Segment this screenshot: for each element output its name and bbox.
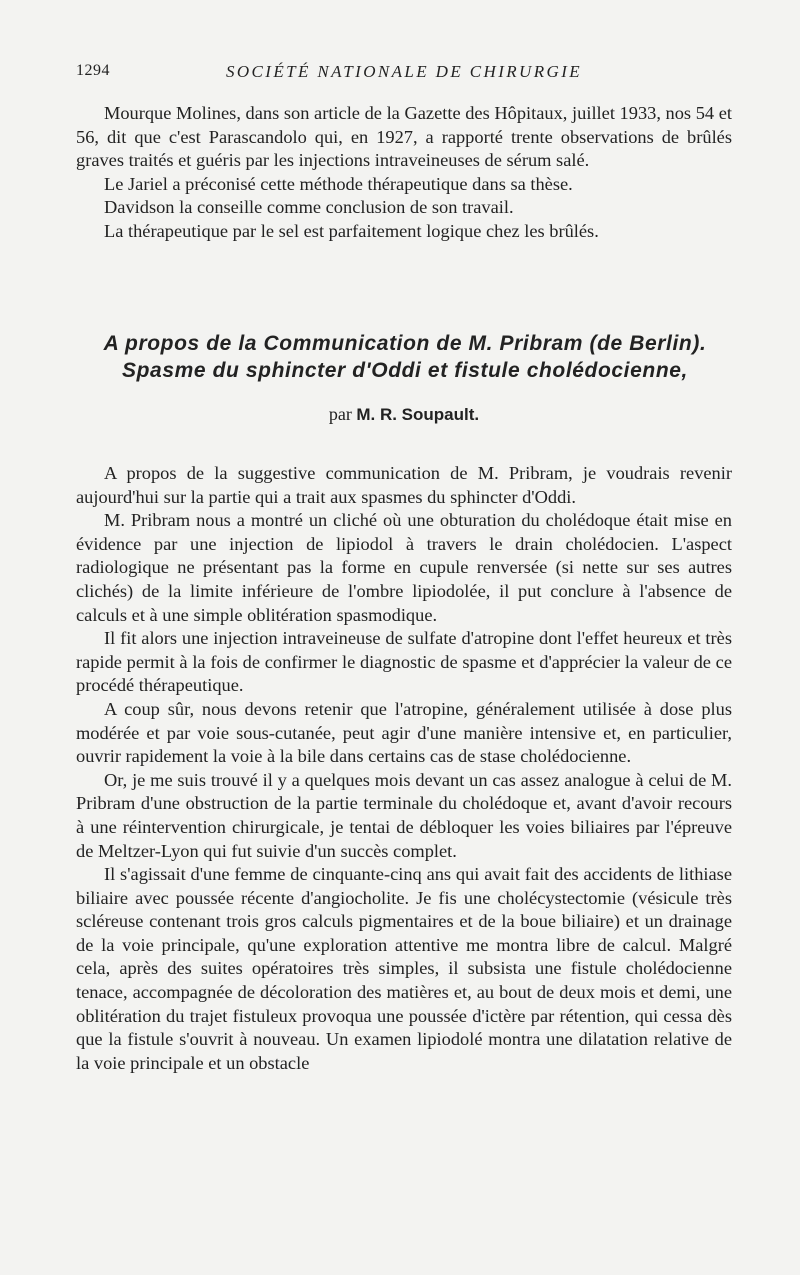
body-paragraph: Il fit alors une injection intraveineuse de sulfate d'atropine dont l'effet heureux et très rapide permit à la fois de confirmer le diagnostic de spasme et d'apprécier la valeur de ce procédé thérapeutique. xyxy=(76,628,732,696)
body-paragraph: A coup sûr, nous devons retenir que l'atropine, généralement utilisée à dose plus modérée et par voie sous-cutanée, peut agir d'une manière intensive et, en particulier, ouvrir rapidement la voie à la bile dans certains cas de stase cholédocienne. xyxy=(76,698,732,767)
byline xyxy=(76,404,732,425)
byline-prefix: par xyxy=(328,404,352,424)
intro-paragraph: La thérapeutique par le sel est parfaitement logique chez les brûlés. xyxy=(104,220,599,241)
intro-paragraph: Le Jariel a préconisé cette méthode thérapeutique dans sa thèse. xyxy=(104,173,573,194)
article-title-line-1: A propos de la Communication de M. Pribram (de Berlin). xyxy=(103,332,707,355)
article-title xyxy=(60,330,750,384)
article-title-line-2: Spasme du sphincter d'Oddi et fistule cholédocienne, xyxy=(122,359,688,382)
body-paragraph: Or, je me suis trouvé il y a quelques mois devant un cas assez analogue à celui de M. Pribram d'une obstruction de la partie terminale du cholédoque et, avant d'avoir recours à une réintervention chirurgicale, je tentai de débloquer les voies biliaires par l'épreuve de Meltzer-Lyon qui fut suivie d'un succès complet. xyxy=(76,769,732,861)
byline-author: M. R. Soupault. xyxy=(356,405,480,424)
intro-section xyxy=(76,102,732,244)
intro-paragraph: Davidson la conseille comme conclusion de son travail. xyxy=(104,197,514,218)
article-body xyxy=(76,462,732,1075)
page-header xyxy=(76,62,732,86)
body-paragraph: M. Pribram nous a montré un cliché où une obturation du cholédoque était mise en évidence par une injection de lipiodol à travers le drain cholédocien. L'aspect radiologique ne présentant pas la forme en cupule renversée (si nette sur ses autres clichés) de la limite inférieure de l'ombre lipiodolée, il put conclure à l'absence de calculs et à une simple oblitération spasmodique. xyxy=(76,510,732,625)
page-number: 1294 xyxy=(76,62,110,79)
running-head: SOCIÉTÉ NATIONALE DE CHIRURGIE xyxy=(225,62,583,81)
intro-paragraph: Mourque Molines, dans son article de la Gazette des Hôpitaux, juillet 1933, nos 54 et 56, dit que c'est Parascandolo qui, en 1927, a rapporté trente observations de brûlés graves traités et guéris par les injections intraveineuses de sérum salé. xyxy=(76,103,732,171)
body-paragraph: Il s'agissait d'une femme de cinquante-cinq ans qui avait fait des accidents de lithiase biliaire avec poussée récente d'angiocholite. Je fis une cholécystectomie (vésicule très scléreuse contenant trois gros calculs pigmentaires et de la boue biliaire) et un drainage de la voie principale, qu'une exploration attentive me montra libre de calcul. Malgré cela, après des suites opératoires très simples, il subsista une fistule cholédocienne tenace, accompagnée de décoloration des matières et, au bout de deux mois et demi, une oblitération du trajet fistuleux provoqua une poussée d'ictère par rétention, qui cessa dès que la fistule s'ouvrit à nouveau. Un examen lipiodolé montra une dilatation relative de la voie principale et un obstacle xyxy=(76,864,732,1073)
body-paragraph: A propos de la suggestive communication de M. Pribram, je voudrais revenir aujourd'hui sur la partie qui a trait aux spasmes du sphincter d'Oddi. xyxy=(76,463,732,507)
